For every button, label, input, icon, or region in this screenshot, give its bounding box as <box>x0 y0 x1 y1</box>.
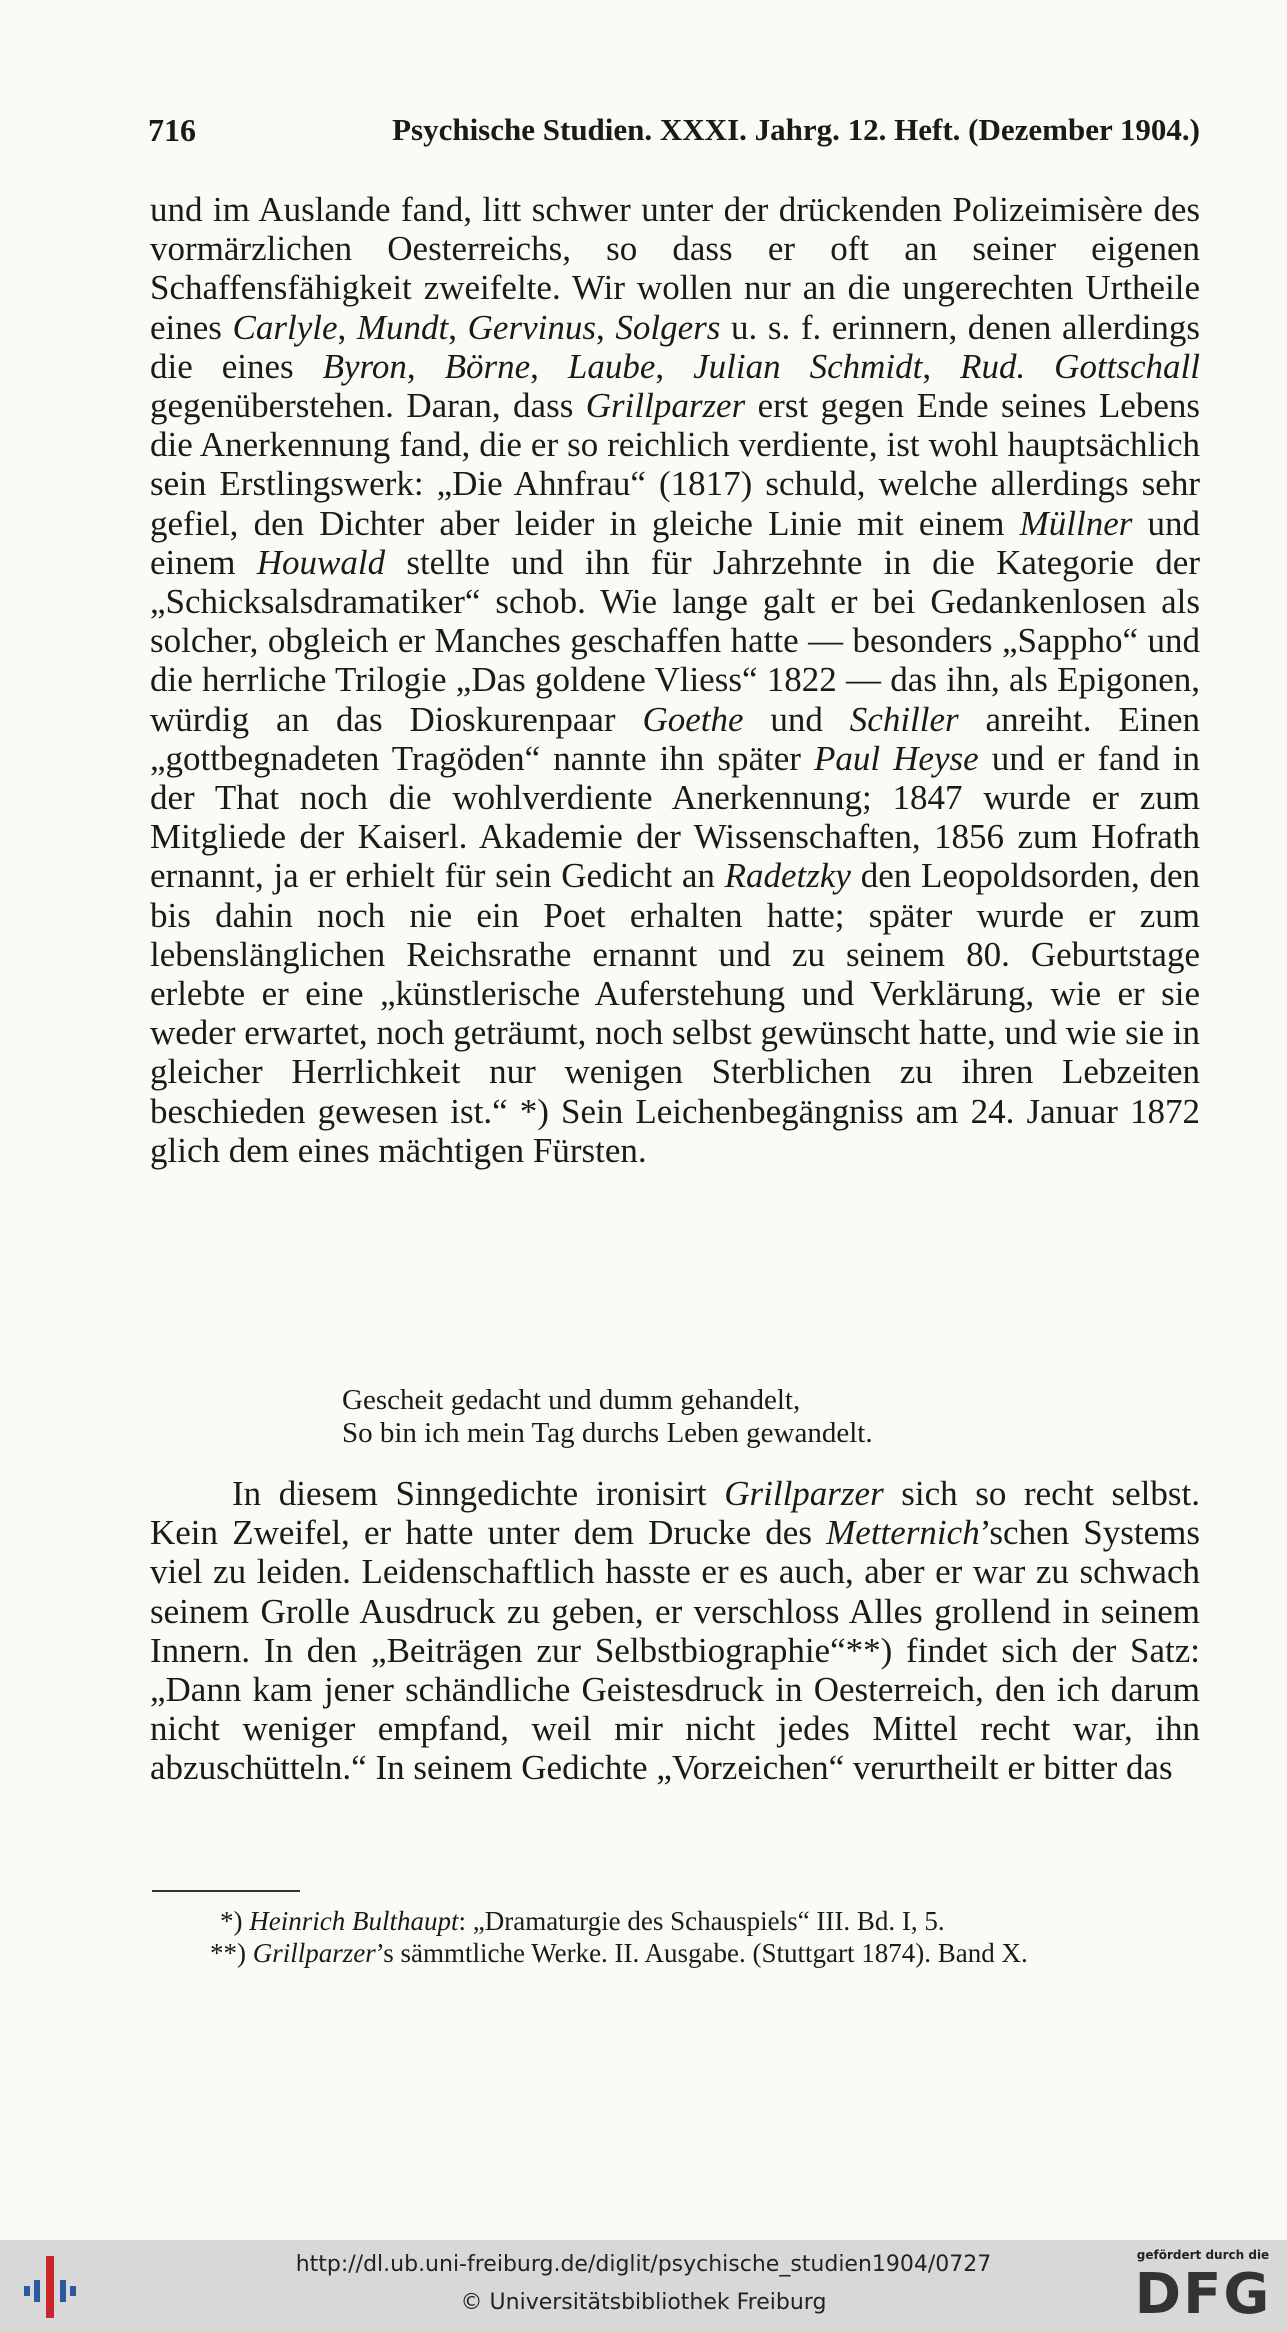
name-carlyle: Carlyle <box>232 307 338 347</box>
name-grillparzer: Grillparzer <box>585 386 746 426</box>
name-gottschall: Rud. Gottschall <box>960 346 1201 386</box>
name-solgers: Solgers <box>615 307 721 347</box>
permalink-url[interactable]: http://dl.ub.uni-freiburg.de/diglit/psychische_studien1904/0727 <box>295 2252 992 2277</box>
name-boerne: Börne <box>444 346 531 386</box>
name-byron: Byron <box>322 346 407 386</box>
viewer-footer <box>0 2240 1287 2332</box>
name-muellner: Müllner <box>1019 503 1133 543</box>
dfg-logo-text: DFG <box>1134 2262 1272 2327</box>
name-metternich: Metternich <box>826 1513 980 1553</box>
footnote-rule <box>152 1890 300 1892</box>
epigram <box>342 1384 873 1450</box>
paragraph-2: In diesem Sinngedichte ironisirt Grillparzer sich so recht selbst. Kein Zweifel, er hatte unter dem Drucke des Metternich’schen Systems viel zu leiden. Leidenschaftlich hasste er es auch, aber er war zu schwach seinem Grolle Ausdruck zu geben, er verschloss Alles grollend in seinem Innern. In den „Beiträgen zur Selbstbiographie“**) findet sich der Satz: „Dann kam jener schändliche Geistesdruck in Oesterreich, den ich darum nicht weniger empfand, weil mir nicht jedes Mittel recht war, ihn abzuschütteln.“ In seinem Gedichte „Vorzeichen“ verurtheilt er bitter das <box>150 1474 1200 1788</box>
epigram-line-1: Gescheit gedacht und dumm gehandelt, <box>342 1384 801 1416</box>
name-heyse: Paul Heyse <box>814 738 979 778</box>
name-houwald: Houwald <box>256 542 386 582</box>
footnote-1: *) Heinrich Bulthaupt: „Dramaturgie des Schauspiels“ III. Bd. I, 5. <box>220 1906 945 1936</box>
footnotes <box>150 1905 1200 1969</box>
running-title: Psychische Studien. XXXI. Jahrg. 12. Heft. (Dezember 1904.) <box>392 112 1200 147</box>
epigram-line-2: So bin ich mein Tag durchs Leben gewandelt. <box>342 1417 873 1449</box>
name-grillparzer-2: Grillparzer <box>724 1474 884 1513</box>
name-laube: Laube <box>567 346 656 386</box>
running-header <box>148 112 1200 149</box>
name-goethe: Goethe <box>642 699 744 739</box>
name-schiller: Schiller <box>849 699 959 739</box>
name-mundt: Mundt <box>356 307 449 347</box>
dfg-logo-icon <box>1130 2248 1276 2328</box>
page-number: 716 <box>148 112 196 148</box>
name-julian-schmidt: Julian Schmidt <box>693 346 923 386</box>
paragraph-1: und im Auslande fand, litt schwer unter der drückenden Polizeimisère des vormärzlichen Oesterreichs, so dass er oft an seiner eigenen Schaffensfähigkeit zweifelte. Wir wollen nur an die ungerechten Urtheile eines Carlyle, Mundt, Gervinus, Solgers u. s. f. erinnern, denen allerdings die eines Byron, Börne, Laube, Julian Schmidt, Rud. Gottschall gegenüberstehen. Daran, dass Grillparzer erst gegen Ende seines Lebens die Anerkennung fand, die er so reichlich verdiente, ist wohl hauptsächlich sein Erstlingswerk: „Die Ahnfrau“ (1817) schuld, welche allerdings sehr gefiel, den Dichter aber leider in gleiche Linie mit einem Müllner und einem Houwald stellte und ihn für Jahrzehnte in die Kategorie der „Schicksalsdramatiker“ schob. Wie lange galt er bei Gedankenlosen als solcher, obgleich er Manches geschaffen hatte — besonders „Sappho“ und die herrliche Trilogie „Das goldene Vliess“ 1822 — das ihn, als Epigonen, würdig an das Dioskurenpaar Goethe und Schiller anreiht. Einen „gottbegnadeten Tragöden“ nannte ihn später Paul Heyse und er fand in der That noch die wohlverdiente Anerkennung; 1847 wurde er zum Mitgliede der Kaiserl. Akademie der Wissenschaften, 1856 zum Hofrath ernannt, ja er erhielt für sein Gedicht an Radetzky den Leopoldsorden, den bis dahin noch nie ein Poet erhalten hatte; später wurde er zum lebenslänglichen Reichsrathe ernannt und zu seinem 80. Geburtstage erlebte er eine „künstlerische Auferstehung und Verklärung, wie er sie weder erwartet, noch geträumt, noch selbst gewünscht hatte, und wie sie in gleicher Herrlichkeit nur wenigen Sterblichen zu ihren Lebzeiten beschieden gewesen ist.“ *) Sein Leichenbegängniss am 24. Januar 1872 glich dem eines mächtigen Fürsten. <box>150 190 1201 1170</box>
name-radetzky: Radetzky <box>724 856 851 896</box>
name-gervinus: Gervinus <box>467 307 596 347</box>
footnote-2: **) Grillparzer’s sämmtliche Werke. II. Ausgabe. (Stuttgart 1874). Band X. <box>210 1938 1028 1968</box>
copyright-notice: © Universitätsbibliothek Freiburg <box>460 2290 827 2315</box>
dfg-caption: gefördert durch die <box>1136 2248 1270 2262</box>
